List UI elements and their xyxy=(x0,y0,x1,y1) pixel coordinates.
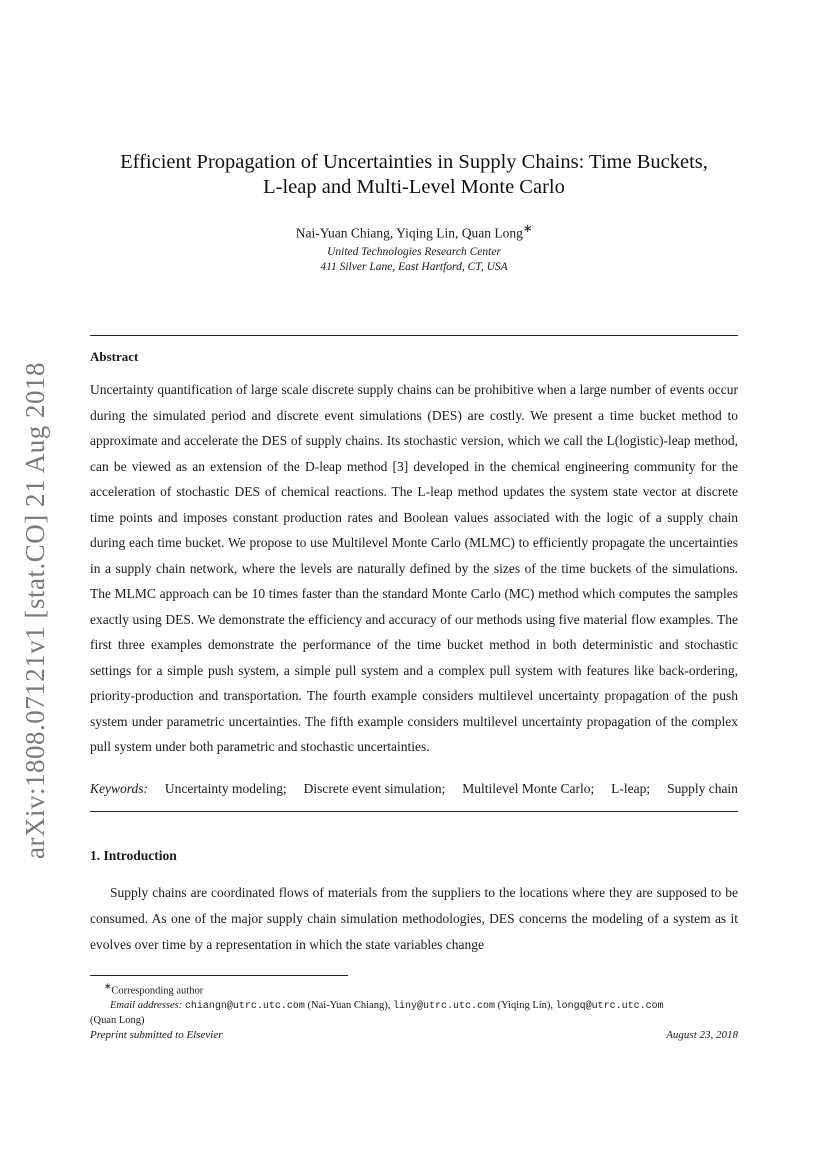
abstract-heading: Abstract xyxy=(90,349,139,364)
title-line-1: Efficient Propagation of Uncertainties in Supply Chains: Time Buckets, xyxy=(120,151,708,173)
footnote-rule xyxy=(90,975,348,976)
abstract-body: Uncertainty quantification of large scale discrete supply chains can be prohibitive when a large number of events occur during the simulated period and discrete event simulations (DES) are costly. We present a time bucket method to approximate and accelerate the DES of supply chains. Its stochastic version, which we call the L(logistic)-leap method, can be viewed as an extension of the D-leap method [3] developed in the chemical engineering community for the acceleration of stochastic DES of chemical reactions. The L-leap method updates the system state vector at discrete time points and imposes constant production rates and Boolean values associated with the logic of a supply chain during each time bucket. We propose to use Multilevel Monte Carlo (MLMC) to efficiently propagate the uncertainties in a supply chain network, where the levels are naturally defined by the sizes of the time buckets of the simulations. The MLMC approach can be 10 times faster than the standard Monte Carlo (MC) method which computes the samples exactly using DES. We demonstrate the efficiency and accuracy of our methods using five material flow examples. The first three examples demonstrate the performance of the time bucket method in both deterministic and stochastic settings for a simple push system, a simple pull system and a complex pull system with features like back-ordering, priority-production and transportation. The fourth example considers multilevel uncertainty propagation of the push system under parametric uncertainties. The fifth example considers multilevel uncertainty propagation of the complex pull system under both parametric and stochastic uncertainties. xyxy=(90,382,738,754)
footnote xyxy=(90,979,738,1028)
footnote-emails xyxy=(90,999,738,1014)
abstract-top-rule xyxy=(90,335,738,336)
email-label: Email addresses: xyxy=(110,999,183,1011)
affiliation-line-2: 411 Silver Lane, East Hartford, CT, USA xyxy=(320,261,508,273)
keyword-item: Multilevel Monte Carlo; xyxy=(462,781,595,796)
author-list xyxy=(90,222,738,242)
abstract-bottom-rule xyxy=(90,811,738,812)
keywords-line xyxy=(90,779,738,799)
section-heading-introduction: 1. Introduction xyxy=(90,848,177,863)
arxiv-stamp-text: arXiv:1808.07121v1 [stat.CO] 21 Aug 2018 xyxy=(19,361,50,859)
affiliation-line-1: United Technologies Research Center xyxy=(327,246,501,258)
email-link[interactable]: chiangn@utrc.utc.com xyxy=(184,1000,305,1012)
introduction-paragraph: Supply chains are coordinated flows of materials from the suppliers to the locations where they are supposed to be consumed. As one of the major supply chain simulation methodologies, DES concerns the modeling of a system as it evolves over time by a representation in which the state variables change xyxy=(90,885,738,952)
preprint-notice: Preprint submitted to Elsevier xyxy=(90,1029,223,1041)
paper-title xyxy=(90,150,738,200)
keyword-item: Discrete event simulation; xyxy=(303,781,446,796)
keyword-item: Supply chain xyxy=(667,781,738,796)
keywords-label: Keywords: xyxy=(90,781,148,796)
keyword-item: L-leap; xyxy=(611,781,651,796)
corresponding-author-mark: ∗ xyxy=(522,223,533,235)
submission-date: August 23, 2018 xyxy=(666,1029,738,1041)
title-line-2: L-leap and Multi-Level Monte Carlo xyxy=(263,176,565,198)
email-link[interactable]: longq@utrc.utc.com xyxy=(555,1000,664,1012)
affiliation xyxy=(90,245,738,275)
authors-text: Nai-Yuan Chiang, Yiqing Lin, Quan Long xyxy=(295,225,523,241)
footnote-corresponding-text: Corresponding author xyxy=(111,985,204,997)
footnote-mark: ∗ xyxy=(104,981,112,991)
footnote-continuation: (Quan Long) xyxy=(90,1014,145,1026)
email-owner: (Nai-Yuan Chiang), xyxy=(307,999,391,1011)
keyword-item: Uncertainty modeling; xyxy=(164,781,287,796)
email-link[interactable]: liny@utrc.utc.com xyxy=(392,1000,495,1012)
email-owner: (Yiqing Lin), xyxy=(497,999,554,1011)
arxiv-identifier-stamp xyxy=(17,350,53,870)
footnote-corresponding xyxy=(90,979,738,999)
